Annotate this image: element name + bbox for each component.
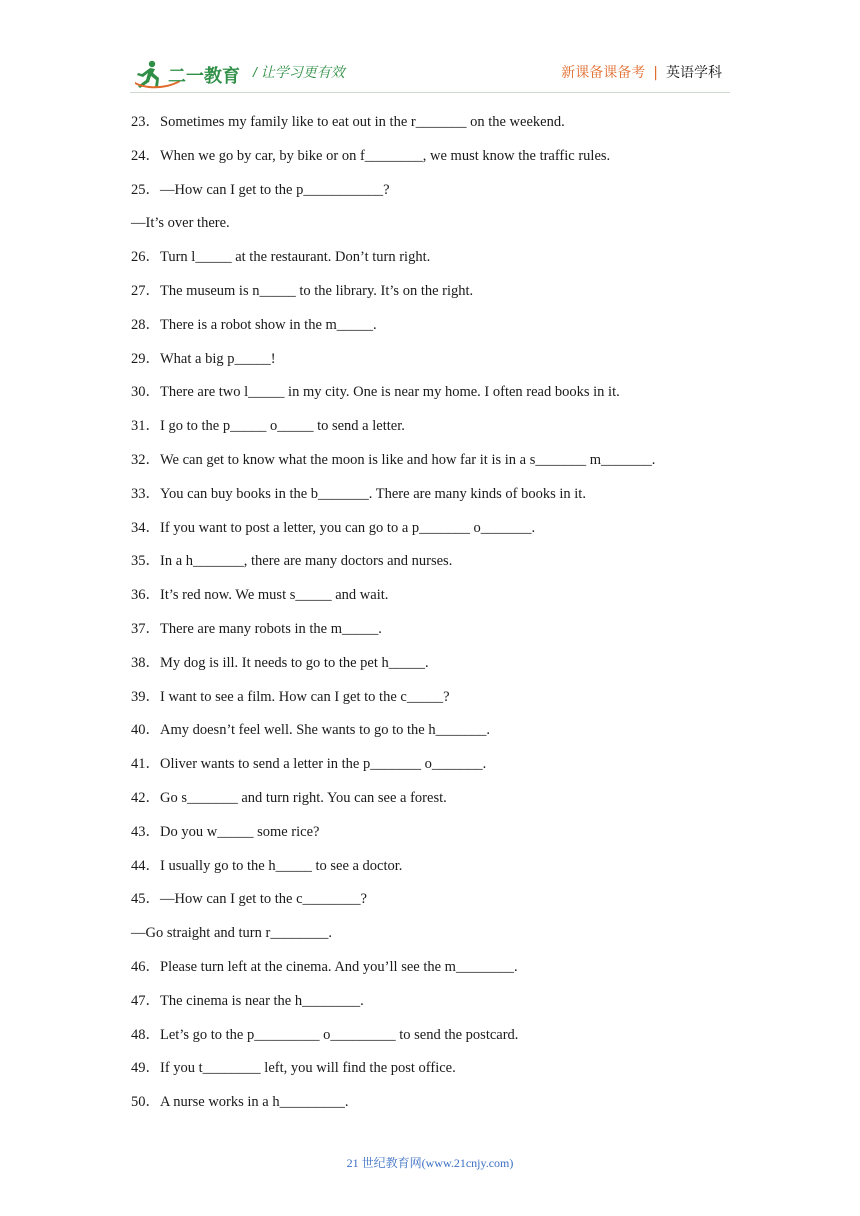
question-line: 40．Amy doesn’t feel well. She wants to go to the h_______. [131,722,490,739]
page-header [0,0,860,100]
header-separator: | [653,65,658,81]
question-line: 32．We can get to know what the moon is like and how far it is in a s_______ m_______. [131,451,656,468]
logo-text: 二一教育 [168,66,240,87]
header-tags [561,62,722,82]
question-line: 25．—How can I get to the p___________? [131,181,390,198]
question-line: 35．In a h_______, there are many doctors and nurses. [131,553,453,570]
question-line: 30．There are two l_____ in my city. One is near my home. I often read books in it. [131,384,620,401]
tag-course-prep: 新课备课备考 [561,65,646,81]
question-line: 38．My dog is ill. It needs to go to the pet h_____. [131,654,429,671]
page-footer[interactable]: 21 世纪教育网(www.21cnjy.com) [346,1156,514,1170]
question-line: 36．It’s red now. We must s_____ and wait. [131,587,389,604]
question-line: 26．Turn l_____ at the restaurant. Don’t turn right. [131,249,431,266]
question-line: 43．Do you w_____ some rice? [131,823,320,840]
answer-line: —Go straight and turn r________. [131,925,332,942]
question-line: 28．There is a robot show in the m_____. [131,316,377,333]
question-line: 31．I go to the p_____ o_____ to send a letter. [131,418,405,435]
question-line: 42．Go s_______ and turn right. You can see a forest. [131,789,447,806]
brand-logo [132,58,252,90]
question-line: 39．I want to see a film. How can I get to the c_____? [131,688,450,705]
question-line: 24．When we go by car, by bike or on f________, we must know the traffic rules. [131,147,611,164]
answer-line: —It’s over there. [131,215,230,232]
question-line: 27．The museum is n_____ to the library. It’s on the right. [131,282,474,299]
tag-subject: 英语学科 [666,65,722,81]
question-line: 50．A nurse works in a h_________. [131,1094,349,1111]
question-line: 37．There are many robots in the m_____. [131,620,382,637]
question-list [131,111,751,1125]
slogan: / 让学习更有效 [253,64,345,80]
question-line: 48．Let’s go to the p_________ o_________ to send the postcard. [131,1026,519,1043]
question-line: 33．You can buy books in the b_______. There are many kinds of books in it. [131,485,586,502]
question-line: 49．If you t________ left, you will find the post office. [131,1060,456,1077]
question-line: 44．I usually go to the h_____ to see a doctor. [131,857,403,874]
question-line: 46．Please turn left at the cinema. And you’ll see the m________. [131,958,518,975]
header-divider [130,92,730,93]
question-line: 47．The cinema is near the h________. [131,992,364,1009]
question-line: 29．What a big p_____! [131,350,276,367]
question-line: 45．—How can I get to the c________? [131,891,367,908]
question-line: 23．Sometimes my family like to eat out in the r_______ on the weekend. [131,114,565,130]
question-line: 41．Oliver wants to send a letter in the p_______ o_______. [131,756,487,773]
question-line: 34．If you want to post a letter, you can go to a p_______ o_______. [131,519,536,536]
